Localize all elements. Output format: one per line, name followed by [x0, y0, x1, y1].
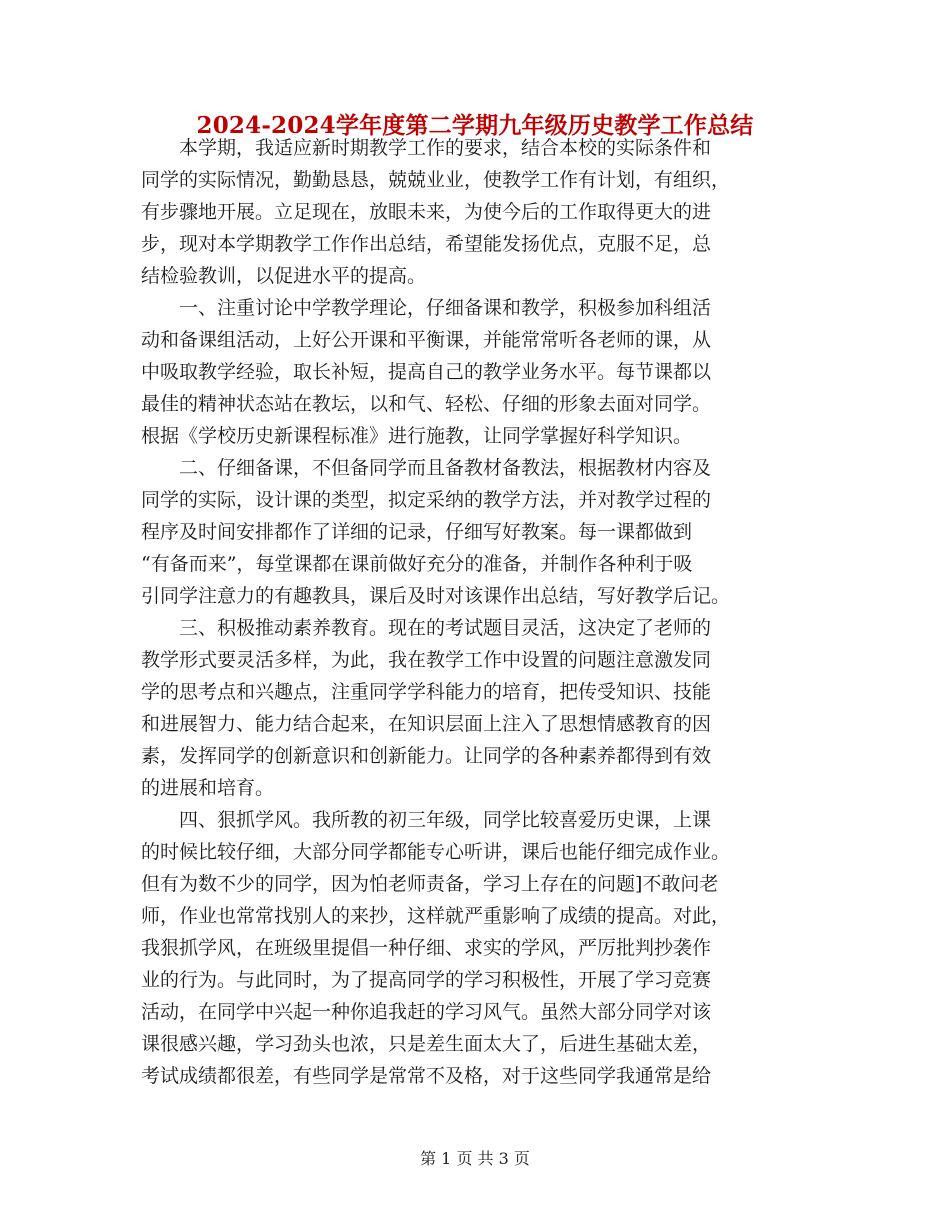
- document-title: 2024-2024学年度第二学期九年级历史教学工作总结: [196, 112, 754, 139]
- text-line: 但有为数不少的同学，因为怕老师责备，学习上存在的问题]不敢问老: [141, 873, 719, 895]
- text-line: 同学的实际，设计课的类型，拟定采纳的教学方法，并对教学过程的: [141, 489, 712, 511]
- text-line: 考试成绩都很差，有些同学是常常不及格，对于这些同学我通常是给: [141, 1065, 712, 1087]
- text-line: 师，作业也常常找别人的来抄，这样就严重影响了成绩的提高。对此，: [141, 905, 731, 927]
- text-line: 最佳的精神状态站在教坛，以和气、轻松、仔细的形象去面对同学。: [141, 393, 712, 415]
- text-line: 和进展智力、能力结合起来，在知识层面上注入了思想情感教育的因: [141, 713, 712, 735]
- text-line: 四、狠抓学风。我所教的初三年级，同学比较喜爱历史课，上课: [141, 809, 712, 831]
- text-line: 业的行为。与此同时，为了提高同学的学习积极性，开展了学习竞赛: [141, 969, 712, 991]
- text-line: “有备而来”，每堂课都在课前做好充分的准备，并制作各种利于吸: [141, 553, 693, 575]
- text-line: 的时候比较仔细，大部分同学都能专心听讲，课后也能仔细完成作业。: [141, 841, 731, 863]
- text-line: 动和备课组活动，上好公开课和平衡课，并能常常听各老师的课，从: [141, 329, 712, 351]
- text-line: 活动，在同学中兴起一种你追我赶的学习风气。虽然大部分同学对该: [141, 1001, 712, 1023]
- text-line: 根据《学校历史新课程标准》进行施教，让同学掌握好科学知识。: [141, 425, 693, 447]
- text-line: 学的思考点和兴趣点，注重同学学科能力的培育，把传受知识、技能: [141, 681, 712, 703]
- text-line: 教学形式要灵活多样，为此，我在教学工作中设置的问题注意激发同: [141, 649, 712, 671]
- text-line: 结检验教训，以促进水平的提高。: [141, 265, 427, 287]
- text-line: 的进展和培育。: [141, 777, 275, 799]
- text-line: 程序及时间安排都作了详细的记录，仔细写好教案。每一课都做到: [141, 521, 693, 543]
- text-line: 我狠抓学风，在班级里提倡一种仔细、求实的学风，严厉批判抄袭作: [141, 937, 712, 959]
- text-line: 素，发挥同学的创新意识和创新能力。让同学的各种素养都得到有效: [141, 745, 712, 767]
- text-line: 课很感兴趣，学习劲头也浓，只是差生面太大了，后进生基础太差，: [141, 1033, 712, 1055]
- document-body: [141, 132, 807, 1092]
- text-line: 三、积极推动素养教育。现在的考试题目灵活，这决定了老师的: [141, 617, 712, 639]
- text-line: 本学期，我适应新时期教学工作的要求，结合本校的实际条件和: [141, 137, 712, 159]
- text-line: 中吸取教学经验，取长补短，提高自己的教学业务水平。每节课都以: [141, 361, 712, 383]
- text-line: 引同学注意力的有趣教具，课后及时对该课作出总结，写好教学后记。: [141, 585, 731, 607]
- text-line: 二、仔细备课，不但备同学而且备教材备教法，根据教材内容及: [141, 457, 712, 479]
- page-footer: 第 1 页 共 3 页: [420, 1149, 530, 1168]
- text-line: 同学的实际情况，勤勤恳恳，兢兢业业，使教学工作有计划，有组织，: [141, 169, 731, 191]
- text-line: 有步骤地开展。立足现在，放眼未来，为使今后的工作取得更大的进: [141, 201, 712, 223]
- text-line: 步，现对本学期教学工作作出总结，希望能发扬优点，克服不足，总: [141, 233, 712, 255]
- text-line: 一、注重讨论中学教学理论，仔细备课和教学，积极参加科组活: [141, 297, 712, 319]
